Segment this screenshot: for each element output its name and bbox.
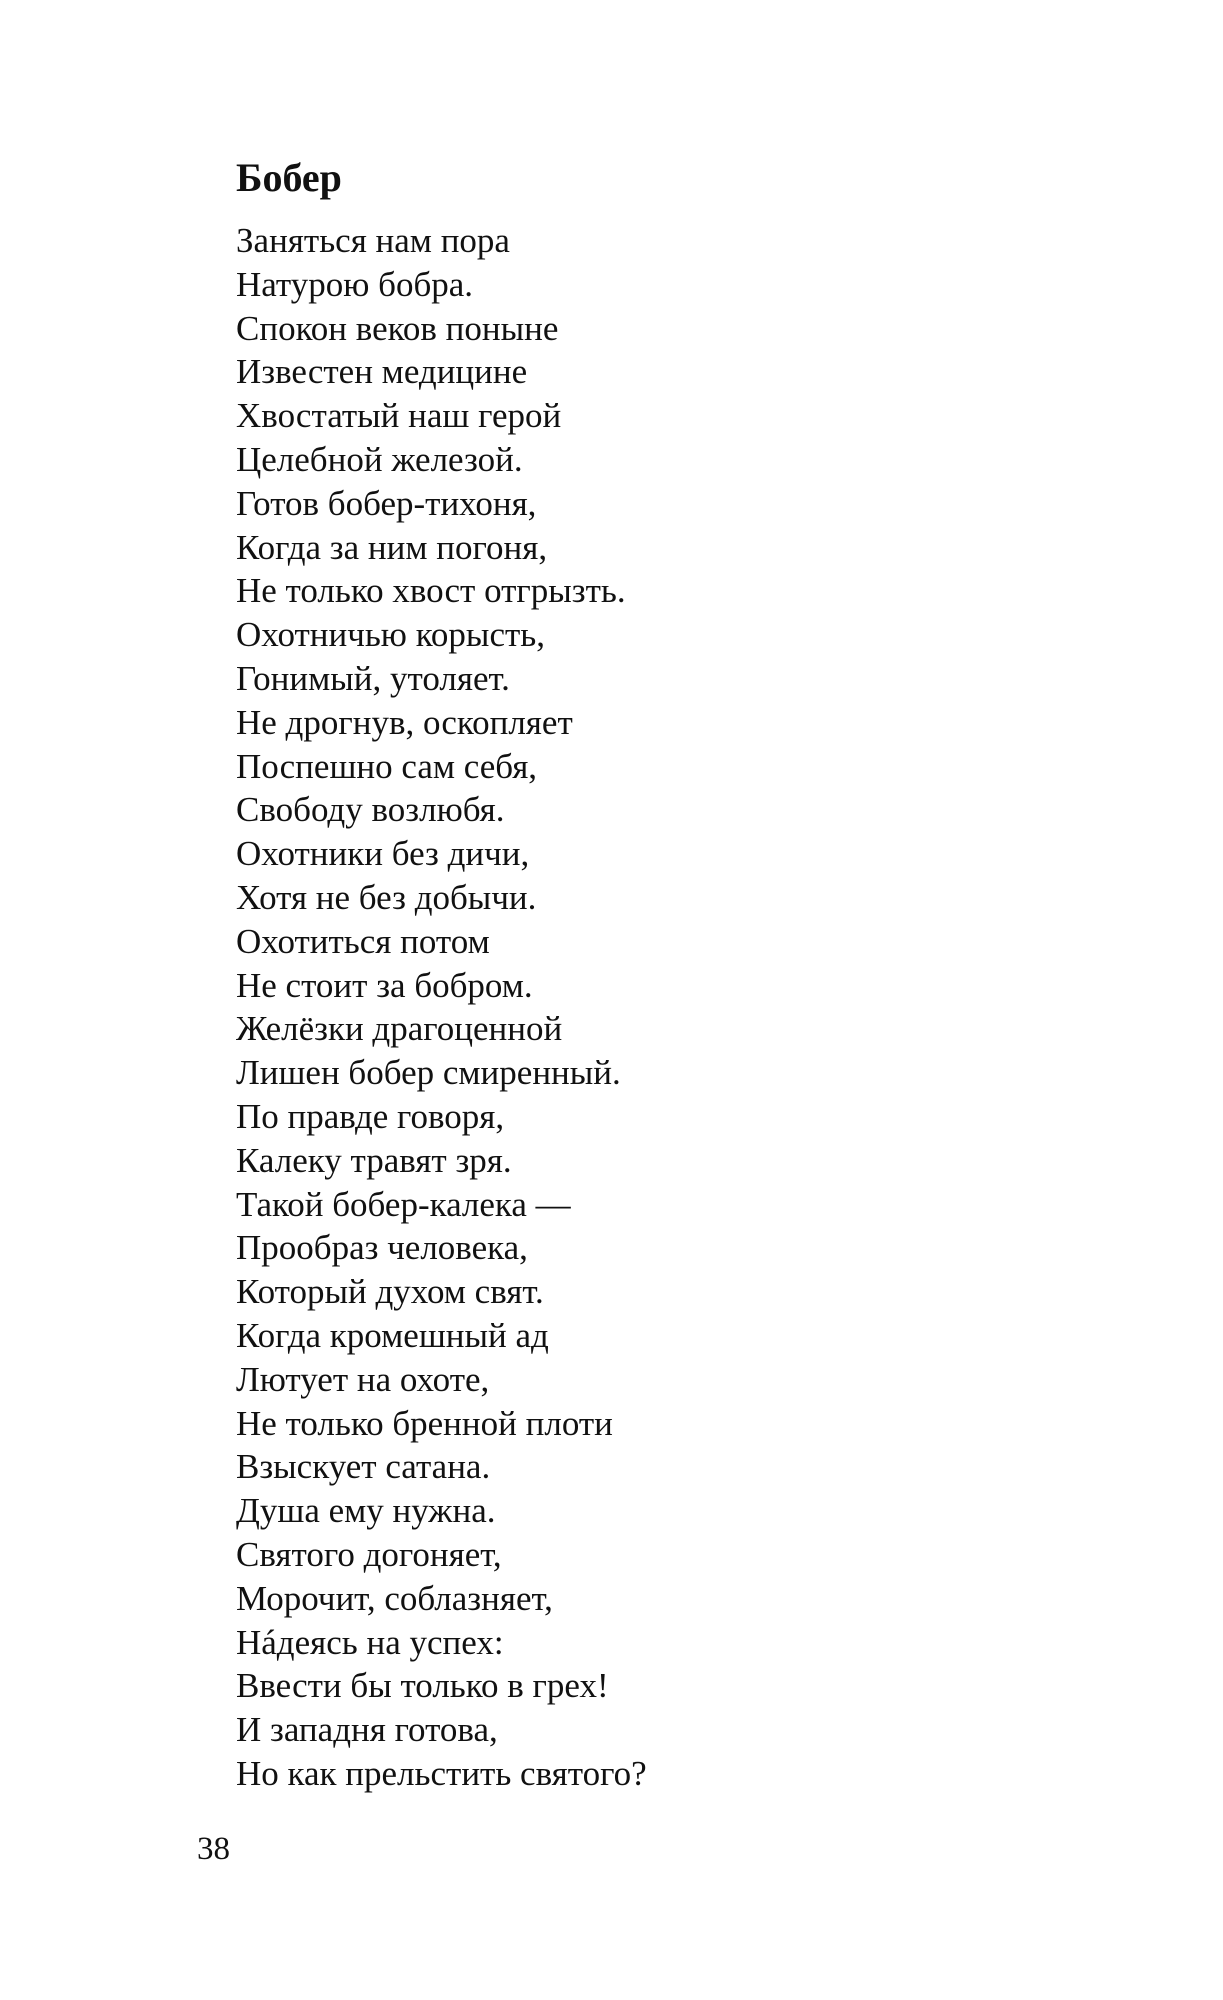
poem-line: Святого догоняет,	[236, 1534, 502, 1574]
poem-line: Известен медицине	[236, 352, 528, 392]
poem-line: Поспешно сам себя,	[236, 746, 538, 786]
poem-line: Морочит, соблазняет,	[236, 1578, 553, 1618]
poem-line: Спокон веков поныне	[236, 308, 559, 348]
poem-line: Калеку травят зря.	[236, 1140, 512, 1180]
poem-line: Не стоит за бобром.	[236, 965, 533, 1005]
poem-line: И западня готова,	[236, 1710, 498, 1750]
poem-line: Такой бобер-калека —	[236, 1184, 571, 1224]
poem-line: Не только бренной плоти	[236, 1403, 613, 1443]
poem-line: Охотничью корысть,	[236, 615, 545, 655]
poem-line: Ввести бы только в грех!	[236, 1666, 609, 1706]
poem-line: Который духом свят.	[236, 1272, 544, 1312]
poem-line: Желёзки драгоценной	[236, 1009, 563, 1049]
poem-line: Когда за ним погоня,	[236, 527, 548, 567]
poem-line: Готов бобер-тихоня,	[236, 483, 537, 523]
poem-line: Свободу возлюбя.	[236, 790, 505, 830]
poem-line: Целебной железой.	[236, 439, 523, 479]
poem-line: Хвостатый наш герой	[236, 396, 562, 436]
page-number: 38	[197, 1831, 230, 1867]
poem-body	[236, 219, 647, 1796]
poem-line: Не дрогнув, оскопляет	[236, 702, 573, 742]
poem-line: Заняться нам пора	[236, 221, 510, 260]
poem-line: Когда кромешный ад	[236, 1315, 549, 1355]
poem-title: Бобер	[236, 155, 342, 200]
poem-line: Нáдеясь на успех:	[236, 1622, 504, 1662]
poem-line: Гонимый, утоляет.	[236, 658, 510, 698]
poem-line: Лишен бобер смиренный.	[236, 1053, 621, 1093]
poem-line: Взыскует сатана.	[236, 1447, 491, 1487]
poem-line: Прообраз человека,	[236, 1228, 528, 1268]
poem-line: Хотя не без добычи.	[236, 877, 537, 917]
poem-line: Душа ему нужна.	[236, 1491, 496, 1531]
poem-line: По правде говоря,	[236, 1096, 505, 1136]
poem-line: Но как прельстить святого?	[236, 1753, 647, 1793]
poem-line: Охотиться потом	[236, 921, 490, 961]
poem-line: Лютует на охоте,	[236, 1359, 490, 1399]
poem-line: Не только хвост отгрызть.	[236, 571, 626, 611]
poem-line: Охотники без дичи,	[236, 834, 530, 874]
poem-line: Натурою бобра.	[236, 264, 474, 304]
